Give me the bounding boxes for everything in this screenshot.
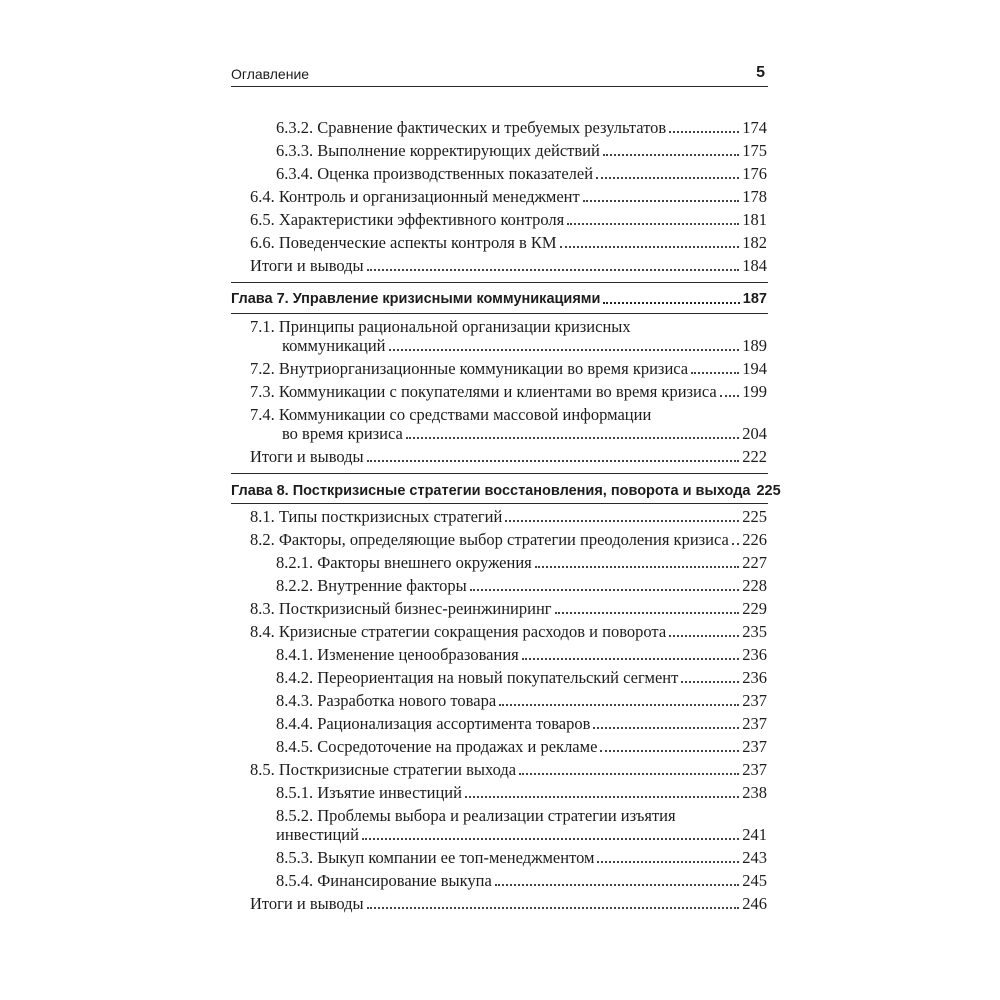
toc-entry-title: 6.6. Поведенческие аспекты контроля в КМ — [250, 233, 557, 252]
toc-entry — [276, 737, 767, 757]
toc-entry-title: 6.4. Контроль и организационный менеджмент — [250, 187, 580, 206]
toc-entry-page: 237 — [742, 760, 767, 779]
toc-entry-title-line1: 7.1. Принципы рациональной организации кризисных — [250, 317, 631, 336]
toc-entry-page: 235 — [742, 622, 767, 641]
toc-entry-title: 8.4.5. Сосредоточение на продажах и рекламе — [276, 737, 598, 756]
leader-dots — [593, 727, 739, 729]
toc-entry-page: 194 — [742, 359, 767, 378]
toc-entry-title: 8.3. Посткризисный бизнес-реинжиниринг — [250, 599, 552, 618]
toc-entry-page: 227 — [742, 553, 767, 572]
toc-entry — [276, 645, 767, 665]
toc-entry-title: 8.5.1. Изъятие инвестиций — [276, 783, 462, 802]
toc-entry-title: 6.3.4. Оценка производственных показателей — [276, 164, 594, 183]
toc-entry — [276, 825, 767, 845]
toc-entry-title-line1: 7.4. Коммуникации со средствами массовой информации — [250, 405, 652, 424]
leader-dots — [362, 838, 739, 840]
leader-dots — [499, 704, 739, 706]
toc-entry — [250, 622, 767, 642]
toc-entry-page: 241 — [742, 825, 767, 844]
running-header — [231, 64, 768, 86]
toc-entry — [276, 553, 767, 573]
toc-entry-title: 8.5. Посткризисные стратегии выхода — [250, 760, 517, 779]
toc-entry-page: 199 — [742, 382, 767, 401]
leader-dots — [583, 200, 740, 202]
toc-entry-page: 246 — [742, 894, 767, 913]
toc-entry-page: 236 — [742, 645, 767, 664]
toc-entry — [250, 894, 767, 914]
leader-dots — [406, 437, 739, 439]
toc-entry-page: 182 — [742, 233, 767, 252]
leader-dots — [560, 246, 740, 248]
toc-entry — [250, 210, 767, 230]
toc-entry-title: Итоги и выводы — [250, 447, 364, 466]
leader-dots — [669, 131, 739, 133]
toc-entry — [276, 668, 767, 688]
toc-entry-title: 8.4.3. Разработка нового товара — [276, 691, 497, 710]
toc-entry-page: 237 — [742, 737, 767, 756]
leader-dots — [720, 395, 740, 397]
running-header-page-number: 5 — [756, 64, 765, 81]
toc-entry-title: 8.2. Факторы, определяющие выбор стратегии преодоления кризиса — [250, 530, 729, 549]
leader-dots — [535, 566, 740, 568]
toc-entry-page: 237 — [742, 714, 767, 733]
leader-dots — [465, 796, 739, 798]
toc-entry — [276, 848, 767, 868]
running-header-title: Оглавление — [231, 66, 310, 82]
toc-entry — [276, 783, 767, 803]
toc-chapter-page: 187 — [742, 291, 767, 307]
toc-entry-page: 181 — [742, 210, 767, 229]
toc-entry-title: 6.3.2. Сравнение фактических и требуемых результатов — [276, 118, 667, 137]
toc-entry — [276, 691, 767, 711]
toc-entry-title: 8.5.3. Выкуп компании ее топ-менеджментом — [276, 848, 595, 867]
toc-entry-title: 8.1. Типы посткризисных стратегий — [250, 507, 503, 526]
leader-dots — [732, 543, 739, 545]
chapter-rule — [231, 473, 768, 474]
toc-entry — [276, 118, 767, 138]
toc-entry-page: 175 — [742, 141, 767, 160]
header-rule — [231, 86, 768, 87]
toc-entry-page: 178 — [742, 187, 767, 206]
toc-chapter-title: Глава 7. Управление кризисными коммуникациями — [231, 291, 601, 307]
toc-entry-title: 8.5.4. Финансирование выкупа — [276, 871, 492, 890]
leader-dots — [669, 635, 739, 637]
toc-entry-title: 8.4.1. Изменение ценообразования — [276, 645, 519, 664]
leader-dots — [367, 907, 740, 909]
toc-entry-page: 174 — [742, 118, 767, 137]
leader-dots — [519, 773, 739, 775]
toc-entry-title: 7.3. Коммуникации с покупателями и клиентами во время кризиса — [250, 382, 717, 401]
toc-chapter — [231, 289, 767, 309]
toc-entry-page: 189 — [742, 336, 767, 355]
toc-entry-title: 8.4.4. Рационализация ассортимента товаров — [276, 714, 591, 733]
leader-dots — [495, 884, 739, 886]
leader-dots — [600, 750, 739, 752]
toc-entry-title-line2: во время кризиса — [282, 424, 403, 443]
toc-entry-page: 184 — [742, 256, 767, 275]
toc-entry — [250, 530, 767, 550]
toc-entry — [250, 359, 767, 379]
toc-entry-title: 8.4.2. Переориентация на новый покупательский сегмент — [276, 668, 679, 687]
leader-dots — [691, 372, 739, 374]
toc-entry — [276, 141, 767, 161]
toc-entry-title: Итоги и выводы — [250, 256, 364, 275]
toc-entry-title: 8.2.2. Внутренние факторы — [276, 576, 467, 595]
toc-entry — [250, 760, 767, 780]
leader-dots — [596, 177, 739, 179]
leader-dots — [603, 302, 739, 304]
toc-entry — [250, 233, 767, 253]
toc-entry — [282, 336, 767, 356]
toc-entry-page: 237 — [742, 691, 767, 710]
toc-chapter — [231, 481, 781, 501]
toc-chapter-page: 225 — [756, 483, 781, 499]
toc-entry — [250, 187, 767, 207]
chapter-rule — [231, 313, 768, 314]
leader-dots — [470, 589, 740, 591]
toc-entry-page: 204 — [742, 424, 767, 443]
leader-dots — [555, 612, 740, 614]
leader-dots — [597, 861, 739, 863]
toc-entry-title-line2: коммуникаций — [282, 336, 386, 355]
toc-entry — [250, 382, 767, 402]
toc-entry — [250, 256, 767, 276]
toc-entry-title: 6.3.3. Выполнение корректирующих действий — [276, 141, 600, 160]
toc-chapter-title: Глава 8. Посткризисные стратегии восстановления, поворота и выхода — [231, 483, 751, 499]
chapter-rule — [231, 282, 768, 283]
toc-entry — [282, 424, 767, 444]
leader-dots — [681, 681, 739, 683]
leader-dots — [505, 520, 739, 522]
toc-entry-page: 222 — [742, 447, 767, 466]
toc-entry-title-line1: 8.5.2. Проблемы выбора и реализации стратегии изъятия — [276, 806, 676, 825]
toc-entry-page: 238 — [742, 783, 767, 802]
toc-entry-page: 229 — [742, 599, 767, 618]
toc-entry — [276, 576, 767, 596]
leader-dots — [522, 658, 740, 660]
toc-entry — [276, 714, 767, 734]
toc-entry — [250, 507, 767, 527]
chapter-rule — [231, 503, 768, 504]
toc-entry-title-line2: инвестиций — [276, 825, 359, 844]
leader-dots — [567, 223, 739, 225]
toc-entry-title: 8.2.1. Факторы внешнего окружения — [276, 553, 532, 572]
toc-entry-page: 245 — [742, 871, 767, 890]
toc-entry-page: 228 — [742, 576, 767, 595]
leader-dots — [367, 460, 740, 462]
toc-entry — [276, 164, 767, 184]
toc-entry — [276, 871, 767, 891]
leader-dots — [389, 349, 740, 351]
leader-dots — [367, 269, 740, 271]
leader-dots — [603, 154, 739, 156]
toc-entry-page: 225 — [742, 507, 767, 526]
toc-entry-title: 6.5. Характеристики эффективного контроля — [250, 210, 565, 229]
toc-entry-page: 176 — [742, 164, 767, 183]
toc-entry-page: 236 — [742, 668, 767, 687]
toc-entry-page: 243 — [742, 848, 767, 867]
toc-entry-title: 8.4. Кризисные стратегии сокращения расходов и поворота — [250, 622, 667, 641]
toc-entry-title: 7.2. Внутриорганизационные коммуникации во время кризиса — [250, 359, 689, 378]
toc-entry-title: Итоги и выводы — [250, 894, 364, 913]
toc-entry-page: 226 — [742, 530, 767, 549]
toc-entry — [250, 447, 767, 467]
toc-entry — [250, 599, 767, 619]
